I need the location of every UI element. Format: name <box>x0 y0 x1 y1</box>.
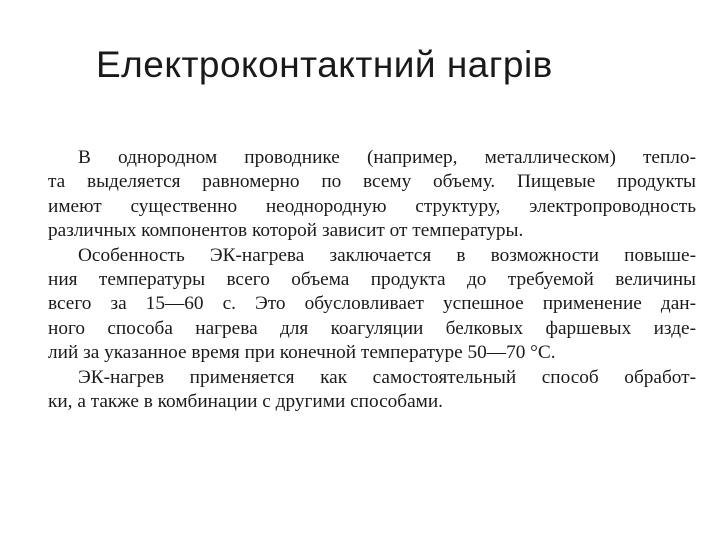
scanned-text-block <box>48 146 696 414</box>
text-line: ЭК-нагрев применяется как самостоятельный способ обработ- <box>78 366 696 388</box>
slide-title: Електроконтактний нагрів <box>96 44 553 85</box>
text-line: В однородном проводнике (например, металлическом) тепло- <box>78 147 696 168</box>
text-line: различных компонентов которой зависит от температуры. <box>48 220 524 242</box>
text-line: лий за указанное время при конечной температуре 50—70 °С. <box>48 342 556 364</box>
text-line: ного способа нагрева для коагуляции белковых фаршевых изде- <box>48 317 696 339</box>
text-line: ки, а также в комбинации с другими способами. <box>48 391 443 413</box>
text-line: всего за 15—60 с. Это обусловливает успешное применение дан- <box>48 293 696 315</box>
text-line: та выделяется равномерно по всему объему. Пищевые продукты <box>48 171 696 193</box>
text-line: Особенность ЭК-нагрева заключается в возможности повыше- <box>78 244 696 266</box>
text-line: имеют существенно неоднородную структуру, электропроводность <box>48 195 696 217</box>
text-line: ния температуры всего объема продукта до требуемой величины <box>48 269 696 291</box>
